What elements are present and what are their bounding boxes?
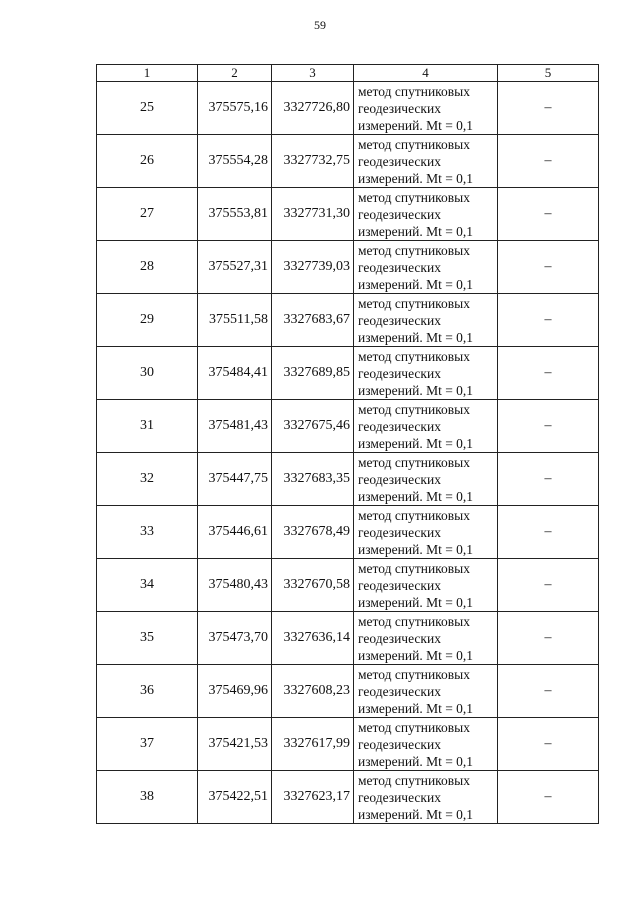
method-line: метод спутниковых bbox=[358, 401, 470, 417]
method-line: метод спутниковых bbox=[358, 242, 470, 258]
y-coordinate-cell: 3327678,49 bbox=[272, 506, 354, 559]
method-line: измерений. Mt = 0,1 bbox=[358, 329, 474, 345]
table-row bbox=[97, 294, 599, 347]
y-coordinate-cell: 3327726,80 bbox=[272, 82, 354, 135]
point-number-cell: 35 bbox=[97, 612, 198, 665]
table-row bbox=[97, 241, 599, 294]
point-number-cell: 27 bbox=[97, 188, 198, 241]
point-number-cell: 29 bbox=[97, 294, 198, 347]
x-coordinate-cell: 375421,53 bbox=[198, 718, 272, 771]
column-5-cell: – bbox=[498, 294, 599, 347]
column-5-cell: – bbox=[498, 612, 599, 665]
method-line: геодезических bbox=[358, 153, 441, 169]
method-line: метод спутниковых bbox=[358, 295, 470, 311]
table-row bbox=[97, 400, 599, 453]
method-line: измерений. Mt = 0,1 bbox=[358, 753, 474, 769]
y-coordinate-cell: 3327623,17 bbox=[272, 771, 354, 824]
table-row bbox=[97, 506, 599, 559]
page-number: 59 bbox=[314, 18, 326, 32]
table-row bbox=[97, 559, 599, 612]
method-cell bbox=[354, 347, 498, 400]
method-line: измерений. Mt = 0,1 bbox=[358, 276, 474, 292]
y-coordinate-cell: 3327683,35 bbox=[272, 453, 354, 506]
method-line: геодезических bbox=[358, 206, 441, 222]
x-coordinate-cell: 375480,43 bbox=[198, 559, 272, 612]
point-number-cell: 38 bbox=[97, 771, 198, 824]
y-coordinate-cell: 3327732,75 bbox=[272, 135, 354, 188]
method-cell bbox=[354, 559, 498, 612]
method-line: метод спутниковых bbox=[358, 719, 470, 735]
column-header: 1 bbox=[97, 65, 198, 82]
column-5-cell: – bbox=[498, 559, 599, 612]
method-line: геодезических bbox=[358, 259, 441, 275]
x-coordinate-cell: 375554,28 bbox=[198, 135, 272, 188]
method-line: геодезических bbox=[358, 736, 441, 752]
method-cell bbox=[354, 506, 498, 559]
method-cell bbox=[354, 82, 498, 135]
point-number-cell: 26 bbox=[97, 135, 198, 188]
method-line: измерений. Mt = 0,1 bbox=[358, 806, 474, 822]
method-line: метод спутниковых bbox=[358, 83, 470, 99]
method-line: геодезических bbox=[358, 365, 441, 381]
method-line: геодезических bbox=[358, 312, 441, 328]
method-line: геодезических bbox=[358, 630, 441, 646]
x-coordinate-cell: 375511,58 bbox=[198, 294, 272, 347]
point-number-cell: 31 bbox=[97, 400, 198, 453]
y-coordinate-cell: 3327739,03 bbox=[272, 241, 354, 294]
x-coordinate-cell: 375469,96 bbox=[198, 665, 272, 718]
x-coordinate-cell: 375484,41 bbox=[198, 347, 272, 400]
method-line: метод спутниковых bbox=[358, 507, 470, 523]
point-number-cell: 25 bbox=[97, 82, 198, 135]
method-line: измерений. Mt = 0,1 bbox=[358, 647, 474, 663]
column-5-cell: – bbox=[498, 241, 599, 294]
column-5-cell: – bbox=[498, 453, 599, 506]
table-row bbox=[97, 135, 599, 188]
column-header: 4 bbox=[354, 65, 498, 82]
table-row bbox=[97, 771, 599, 824]
method-line: геодезических bbox=[358, 471, 441, 487]
table-row bbox=[97, 347, 599, 400]
method-line: измерений. Mt = 0,1 bbox=[358, 170, 474, 186]
method-line: измерений. Mt = 0,1 bbox=[358, 117, 474, 133]
method-line: метод спутниковых bbox=[358, 613, 470, 629]
column-5-cell: – bbox=[498, 400, 599, 453]
y-coordinate-cell: 3327636,14 bbox=[272, 612, 354, 665]
point-number-cell: 28 bbox=[97, 241, 198, 294]
method-cell bbox=[354, 188, 498, 241]
point-number-cell: 33 bbox=[97, 506, 198, 559]
x-coordinate-cell: 375473,70 bbox=[198, 612, 272, 665]
x-coordinate-cell: 375481,43 bbox=[198, 400, 272, 453]
y-coordinate-cell: 3327683,67 bbox=[272, 294, 354, 347]
point-number-cell: 34 bbox=[97, 559, 198, 612]
column-5-cell: – bbox=[498, 347, 599, 400]
y-coordinate-cell: 3327675,46 bbox=[272, 400, 354, 453]
column-5-cell: – bbox=[498, 188, 599, 241]
y-coordinate-cell: 3327608,23 bbox=[272, 665, 354, 718]
column-5-cell: – bbox=[498, 771, 599, 824]
method-cell bbox=[354, 771, 498, 824]
point-number-cell: 37 bbox=[97, 718, 198, 771]
x-coordinate-cell: 375527,31 bbox=[198, 241, 272, 294]
method-cell bbox=[354, 718, 498, 771]
coordinates-table bbox=[96, 64, 599, 824]
method-cell bbox=[354, 241, 498, 294]
method-line: измерений. Mt = 0,1 bbox=[358, 435, 474, 451]
method-cell bbox=[354, 294, 498, 347]
method-line: измерений. Mt = 0,1 bbox=[358, 382, 474, 398]
method-cell bbox=[354, 665, 498, 718]
method-cell bbox=[354, 612, 498, 665]
method-cell bbox=[354, 400, 498, 453]
point-number-cell: 36 bbox=[97, 665, 198, 718]
column-header: 3 bbox=[272, 65, 354, 82]
column-5-cell: – bbox=[498, 135, 599, 188]
y-coordinate-cell: 3327731,30 bbox=[272, 188, 354, 241]
x-coordinate-cell: 375575,16 bbox=[198, 82, 272, 135]
table-row bbox=[97, 82, 599, 135]
method-line: геодезических bbox=[358, 524, 441, 540]
method-line: измерений. Mt = 0,1 bbox=[358, 223, 474, 239]
column-header: 2 bbox=[198, 65, 272, 82]
table-row bbox=[97, 188, 599, 241]
point-number-cell: 32 bbox=[97, 453, 198, 506]
method-line: метод спутниковых bbox=[358, 772, 470, 788]
table-body bbox=[97, 82, 599, 824]
x-coordinate-cell: 375447,75 bbox=[198, 453, 272, 506]
y-coordinate-cell: 3327689,85 bbox=[272, 347, 354, 400]
column-header: 5 bbox=[498, 65, 599, 82]
column-5-cell: – bbox=[498, 82, 599, 135]
y-coordinate-cell: 3327670,58 bbox=[272, 559, 354, 612]
method-line: метод спутниковых bbox=[358, 189, 470, 205]
method-line: метод спутниковых bbox=[358, 666, 470, 682]
method-line: измерений. Mt = 0,1 bbox=[358, 488, 474, 504]
column-5-cell: – bbox=[498, 665, 599, 718]
x-coordinate-cell: 375422,51 bbox=[198, 771, 272, 824]
method-line: измерений. Mt = 0,1 bbox=[358, 700, 474, 716]
table-row bbox=[97, 453, 599, 506]
table-row bbox=[97, 665, 599, 718]
method-line: геодезических bbox=[358, 789, 441, 805]
method-line: метод спутниковых bbox=[358, 560, 470, 576]
x-coordinate-cell: 375553,81 bbox=[198, 188, 272, 241]
point-number-cell: 30 bbox=[97, 347, 198, 400]
x-coordinate-cell: 375446,61 bbox=[198, 506, 272, 559]
column-5-cell: – bbox=[498, 718, 599, 771]
table-header-row bbox=[97, 65, 599, 82]
method-line: геодезических bbox=[358, 683, 441, 699]
method-line: измерений. Mt = 0,1 bbox=[358, 594, 474, 610]
method-line: геодезических bbox=[358, 577, 441, 593]
method-line: геодезических bbox=[358, 418, 441, 434]
column-5-cell: – bbox=[498, 506, 599, 559]
method-cell bbox=[354, 453, 498, 506]
method-line: метод спутниковых bbox=[358, 454, 470, 470]
table-row bbox=[97, 612, 599, 665]
method-line: геодезических bbox=[358, 100, 441, 116]
table-row bbox=[97, 718, 599, 771]
method-line: измерений. Mt = 0,1 bbox=[358, 541, 474, 557]
method-line: метод спутниковых bbox=[358, 136, 470, 152]
method-cell bbox=[354, 135, 498, 188]
y-coordinate-cell: 3327617,99 bbox=[272, 718, 354, 771]
method-line: метод спутниковых bbox=[358, 348, 470, 364]
